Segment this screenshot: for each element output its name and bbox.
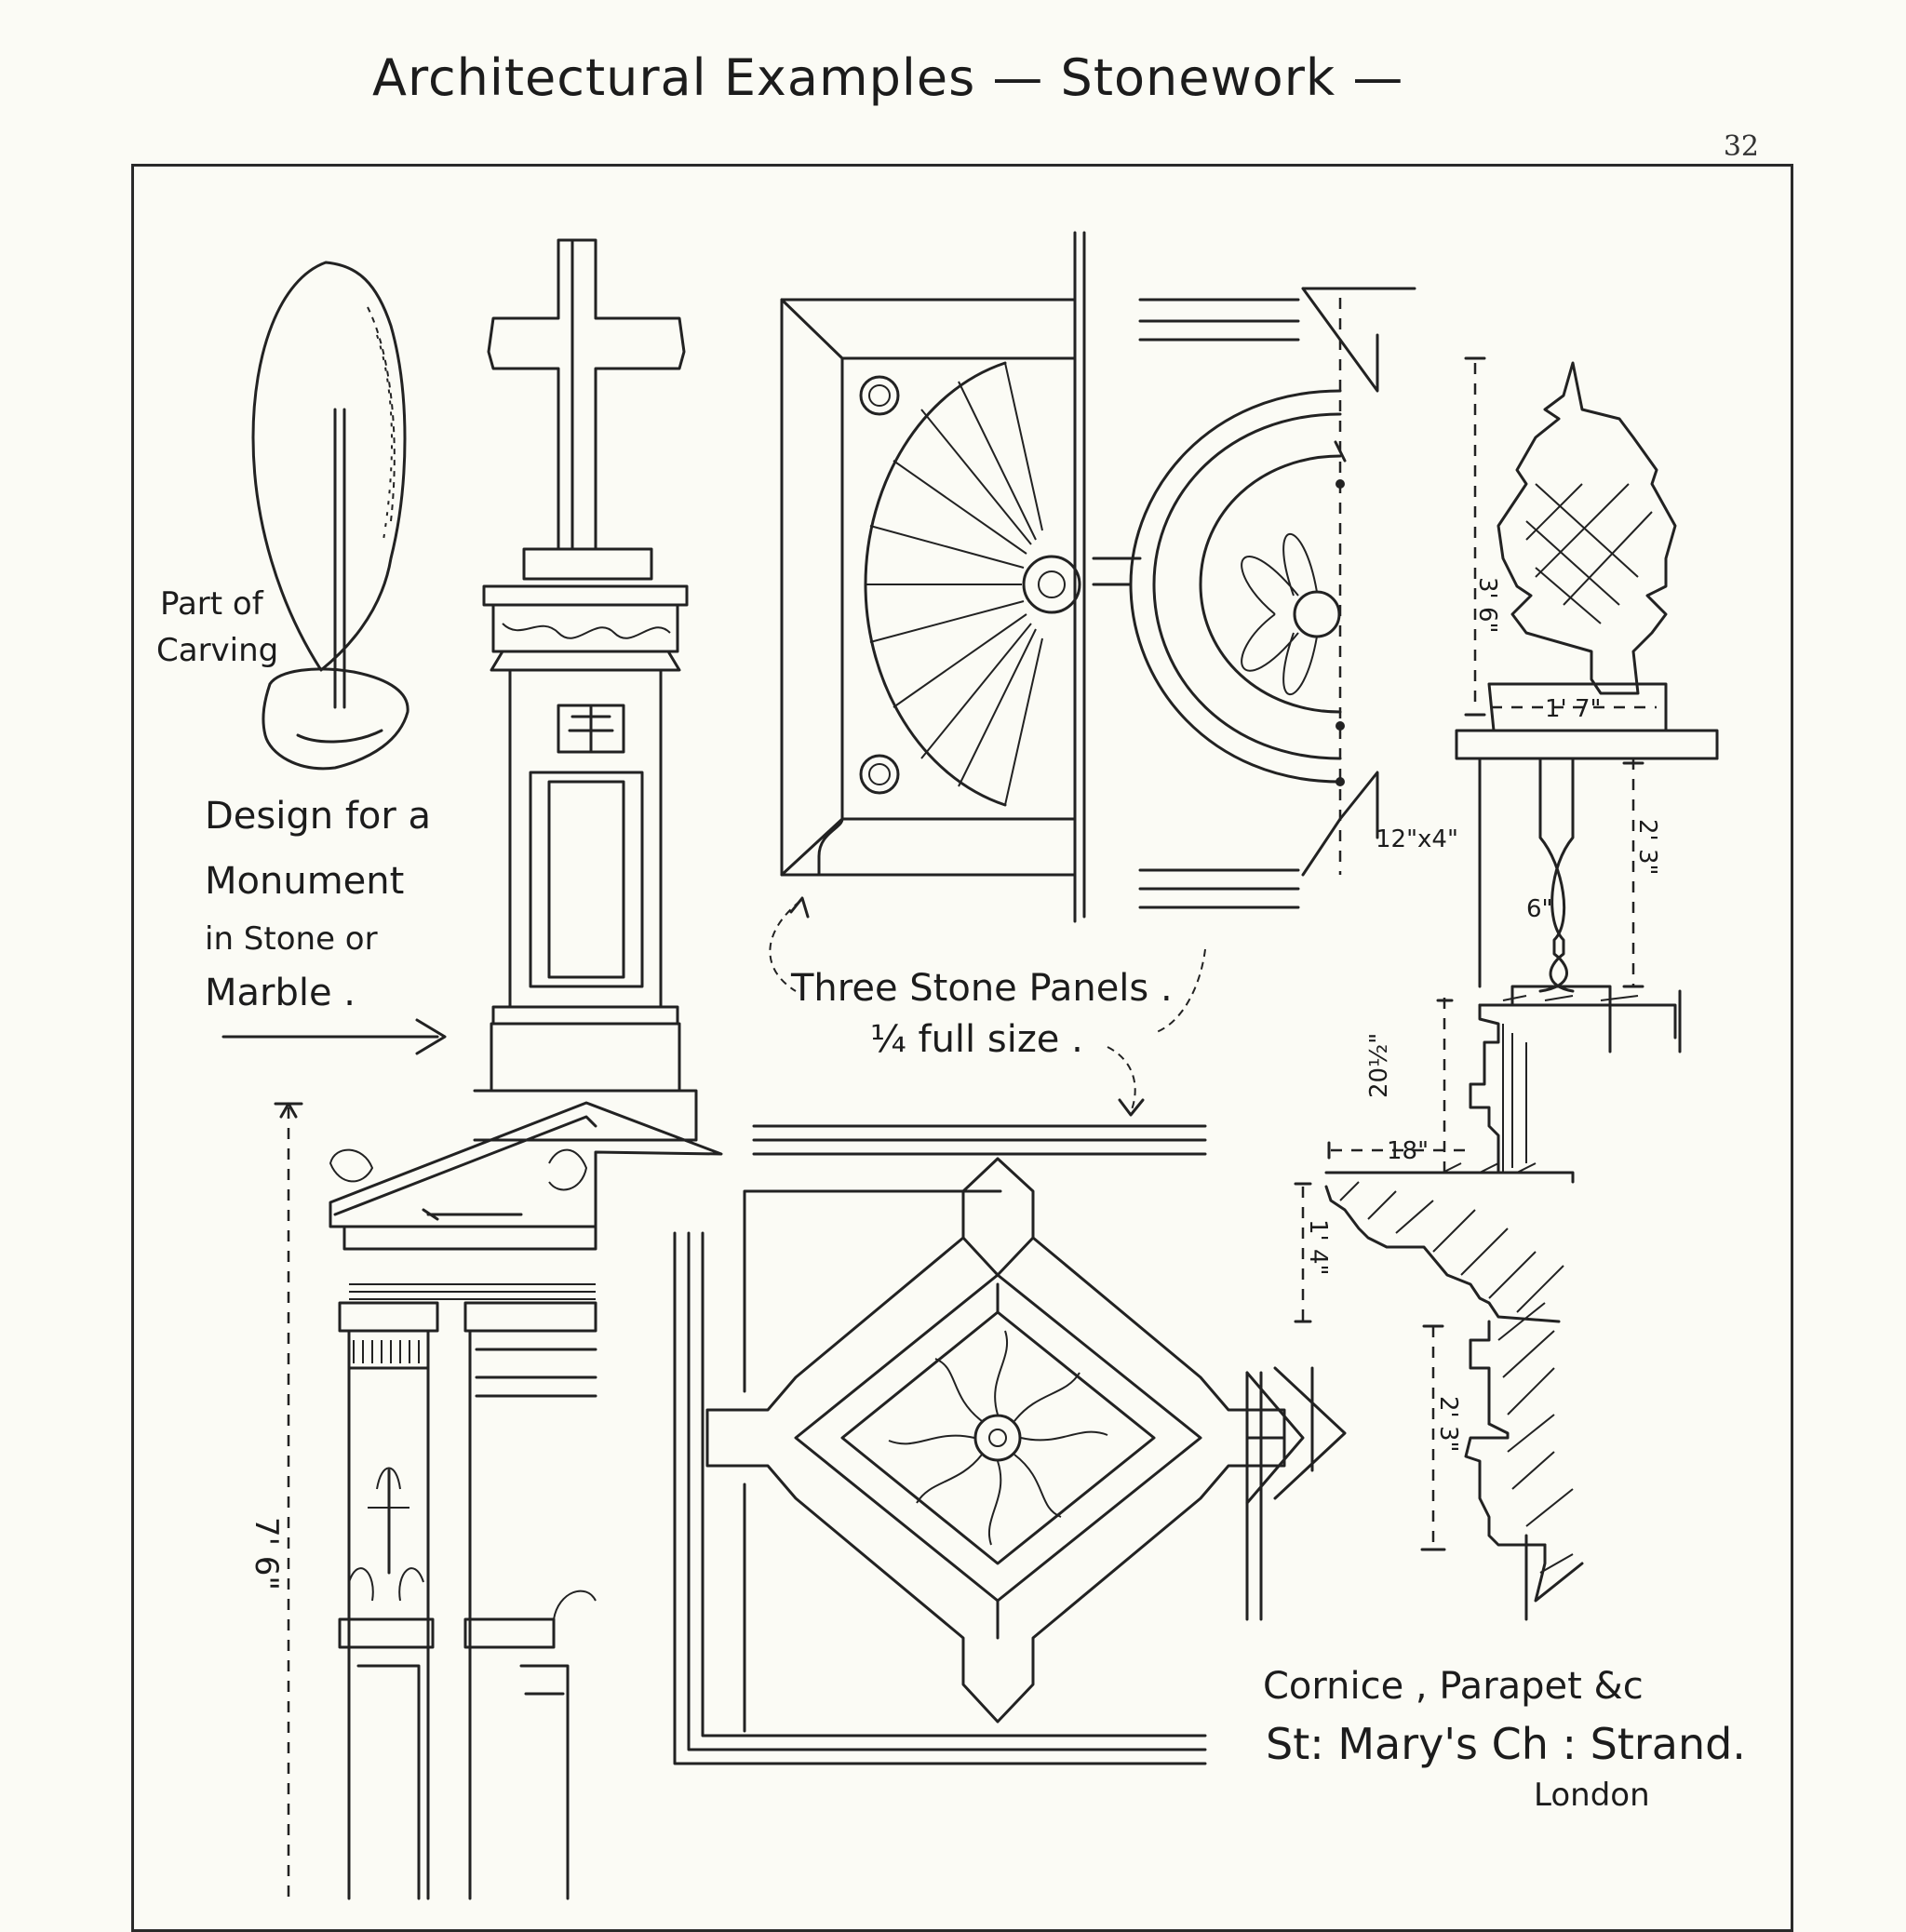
carving-label-line1: Part of	[160, 585, 263, 623]
dim-monument-height: 7' 6"	[248, 1517, 285, 1591]
dim-finial-width: 1' 7"	[1545, 695, 1602, 723]
monument-label-line3: in Stone or	[205, 920, 378, 958]
aedicula-drawing	[275, 1103, 721, 1898]
cornice-label-line1: Cornice , Parapet &c	[1263, 1665, 1644, 1708]
cornice-label-line2: St: Mary's Ch : Strand.	[1266, 1719, 1746, 1769]
dim-baluster-neck: 6"	[1526, 895, 1553, 923]
dim-plinth: 20½"	[1365, 1032, 1393, 1098]
monument-label-line2: Monument	[205, 860, 405, 903]
rosette-panel-drawing	[1084, 233, 1415, 917]
monument-label-line4: Marble .	[205, 972, 356, 1014]
page-title: Architectural Examples — Stonework —	[372, 48, 1404, 107]
carving-leaf-drawing	[253, 262, 408, 769]
dim-frieze-depth: 2' 3"	[1434, 1396, 1462, 1453]
dim-baluster-height: 2' 3"	[1633, 819, 1661, 876]
diamond-panel-drawing	[675, 1126, 1345, 1764]
dim-finial-height: 3' 6"	[1473, 577, 1501, 634]
page-number: 32	[1723, 130, 1759, 163]
cornice-parapet-drawing	[1295, 358, 1717, 1619]
fan-panel-drawing	[782, 233, 1080, 921]
dim-baluster-section: 12"x4"	[1376, 825, 1458, 853]
cornice-label-line3: London	[1534, 1777, 1650, 1814]
monument-label-line1: Design for a	[205, 795, 432, 838]
dim-projection: 18"	[1387, 1137, 1430, 1165]
panels-label-line1: Three Stone Panels .	[791, 967, 1173, 1010]
panels-label-line2: ¼ full size .	[870, 1018, 1083, 1061]
dim-cornice-depth: 1' 4"	[1304, 1219, 1332, 1276]
carving-label-line2: Carving	[156, 632, 279, 669]
